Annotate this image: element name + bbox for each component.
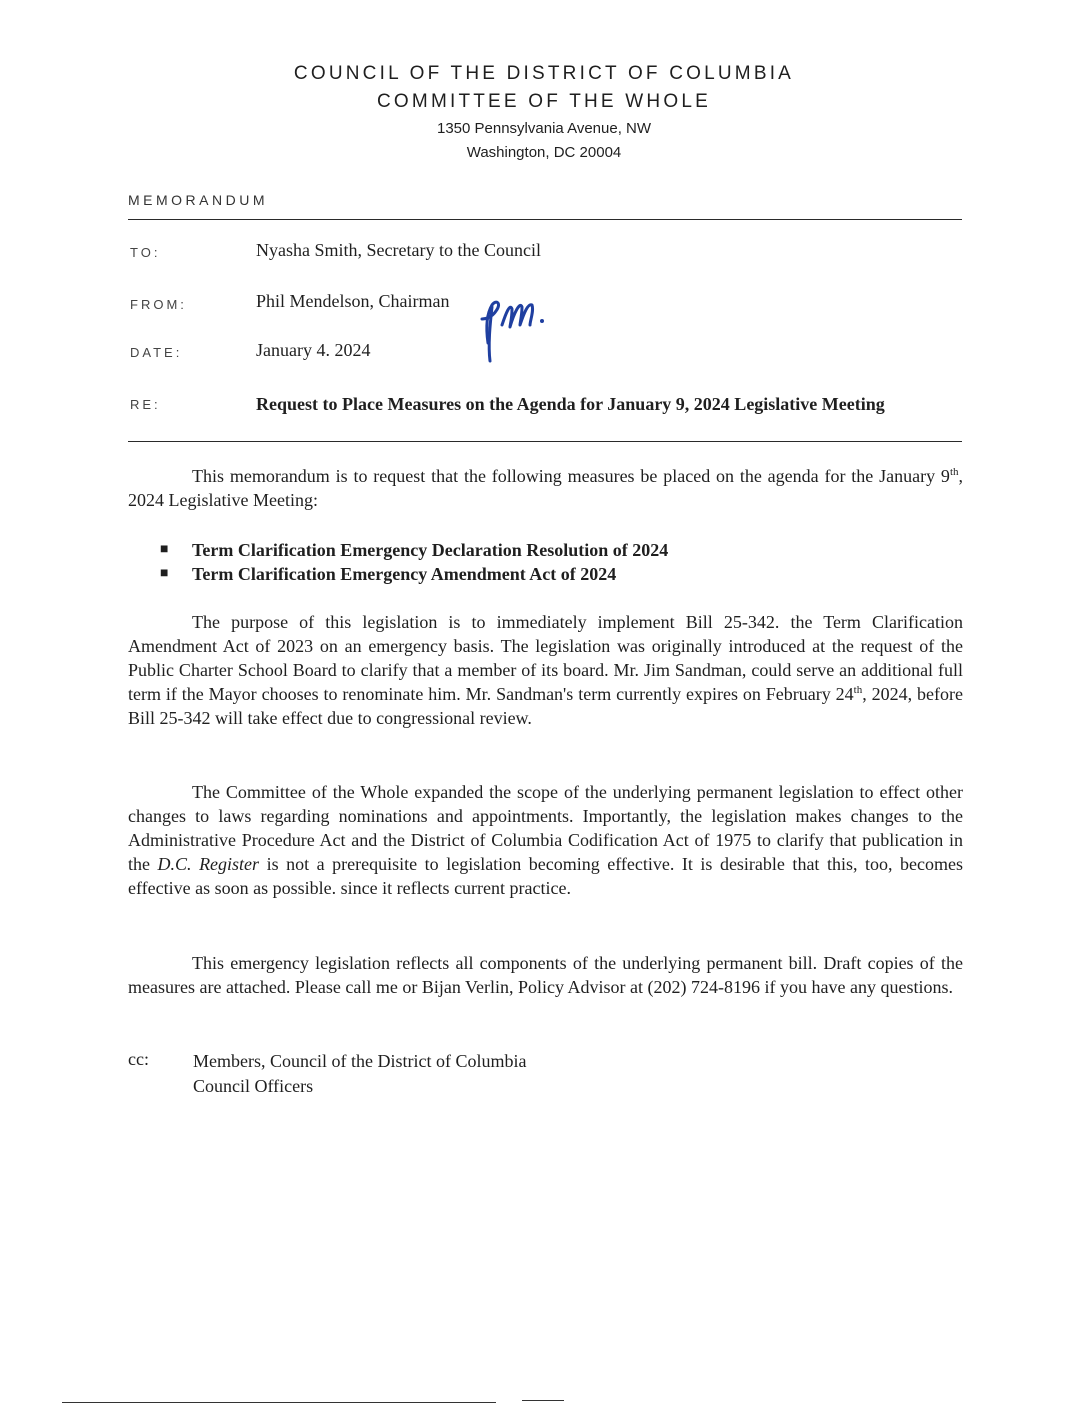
cc-recipient: Council Officers <box>193 1076 314 1096</box>
from-label: FROM: <box>130 297 187 312</box>
paragraph-contact: This emergency legislation reflects all components of the underlying permanent bill. Draft copies of the measures are attached. Please call me or Bijan Verlin, Policy Advisor at (202) 724-8196 if you have any questions. <box>128 953 963 997</box>
measures-list <box>160 538 668 586</box>
paragraph-scope: The Committee of the Whole expanded the scope of the underlying permanent legislation to effect other changes to laws regarding nominations and appointments. Importantly, the legislation makes changes to the Administrative Procedure Act and the District of Columbia Codification Act of 1975 to clarify that publication in the D.C. Register is not a prerequisite to legislation becoming effective. It is desirable that this, too, becomes effective as soon as possible. since it reflects current practice. <box>128 782 963 898</box>
signature-stroke-m <box>502 305 533 327</box>
bullet-icon: ■ <box>160 542 169 557</box>
paragraph-intro: This memorandum is to request that the following measures be placed on the agenda for the January 9th, 2024 Legislative Meeting: <box>128 466 963 510</box>
bullet-icon: ■ <box>160 566 169 581</box>
signature-initials <box>466 285 556 365</box>
date-label: DATE: <box>130 345 183 360</box>
cc-recipient: Members, Council of the District of Columbia <box>193 1051 527 1071</box>
cc-recipients <box>193 1049 526 1099</box>
org-title-line2: COMMITTEE OF THE WHOLE <box>377 91 711 112</box>
re-label: RE: <box>130 397 161 412</box>
footer-rule-right <box>522 1400 564 1401</box>
footer-rule-left <box>62 1402 496 1403</box>
org-title-line1: COUNCIL OF THE DISTRICT OF COLUMBIA <box>293 63 795 84</box>
cc-label: cc: <box>128 1049 149 1069</box>
to-label: TO: <box>130 245 161 260</box>
header-rule-bottom <box>128 441 962 442</box>
address-line2: Washington, DC 20004 <box>466 144 622 161</box>
address-line1: 1350 Pennsylvania Avenue, NW <box>436 120 652 137</box>
list-item: ■ Term Clarification Emergency Declaration Resolution of 2024 <box>160 540 669 560</box>
from-value: Phil Mendelson, Chairman <box>256 291 450 311</box>
header-rule-top <box>128 219 962 220</box>
re-value: Request to Place Measures on the Agenda for January 9, 2024 Legislative Meeting <box>256 394 885 414</box>
to-value: Nyasha Smith, Secretary to the Council <box>256 240 541 260</box>
paragraph-purpose: The purpose of this legislation is to immediately implement Bill 25-342. the Term Clarification Amendment Act of 2023 on an emergency basis. The legislation was originally introduced at the request of the Public Charter School Board to clarify that a member of its board. Mr. Jim Sandman, could serve an additional full term if the Mayor chooses to renominate him. Mr. Sandman's term currently expires on February 24th, 2024, before Bill 25-342 will take effect due to congressional review. <box>128 612 963 728</box>
list-item: ■ Term Clarification Emergency Amendment Act of 2024 <box>160 564 617 584</box>
signature-dot <box>540 319 544 323</box>
date-value: January 4. 2024 <box>256 340 371 360</box>
memorandum-label: MEMORANDUM <box>128 192 268 208</box>
